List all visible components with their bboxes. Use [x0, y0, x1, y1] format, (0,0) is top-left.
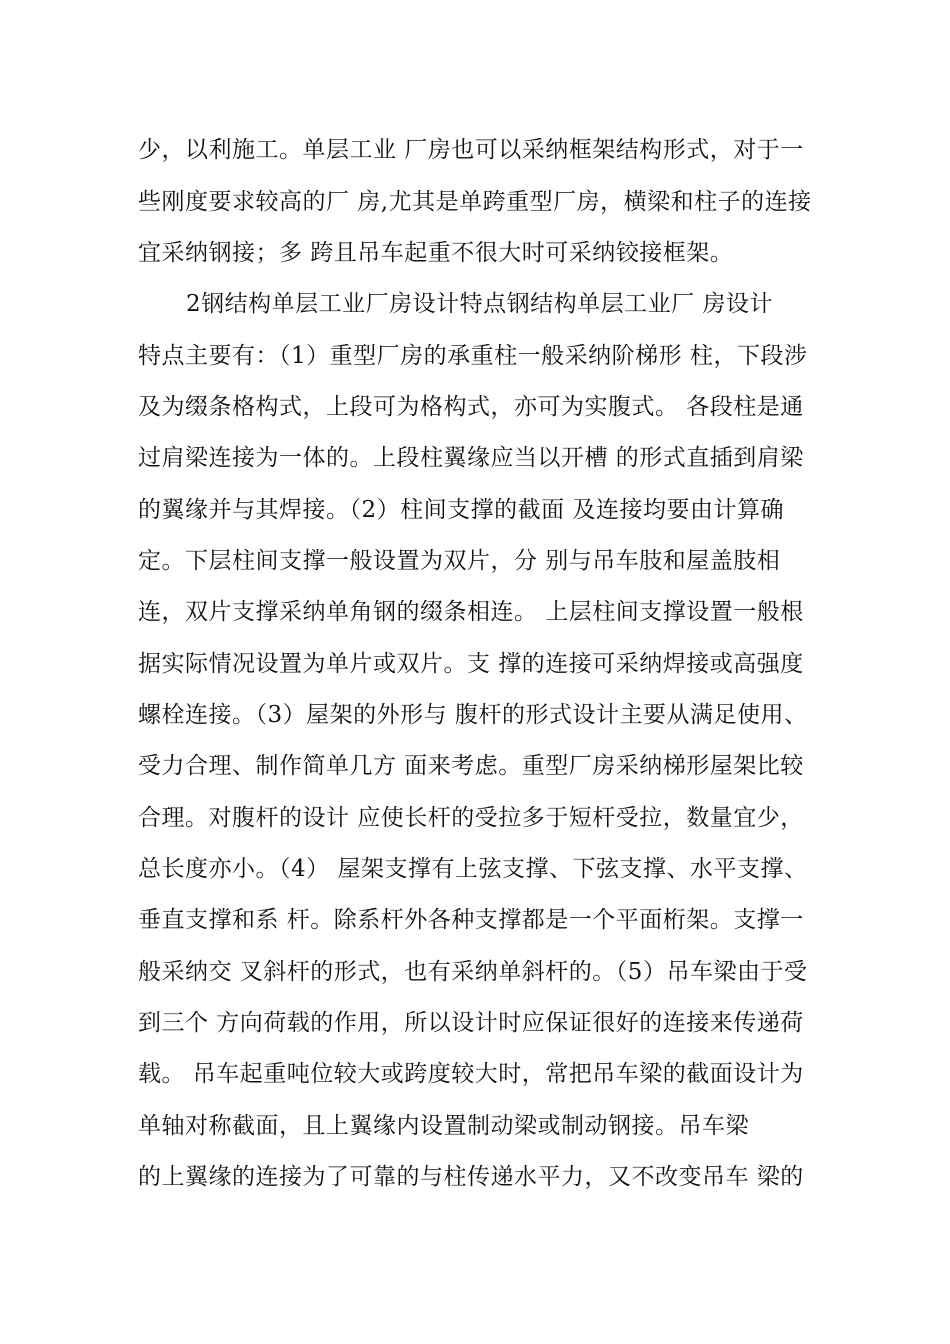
text-line-21: 的上翼缘的连接为了可靠的与柱传递水平力，又不改变吊车 梁的	[138, 1164, 804, 1190]
text-line-4: 2钢结构单层工业厂房设计特点钢结构单层工业厂 房设计	[186, 291, 773, 317]
text-line-8: 的翼缘并与其焊接。（2）柱间支撑的截面 及连接均要由计算确	[138, 497, 784, 523]
text-line-18: 到三个 方向荷载的作用，所以设计时应保证很好的连接来传递荷	[138, 1010, 804, 1036]
text-line-7: 过肩梁连接为一体的。上段柱翼缘应当以开槽 的形式直插到肩梁	[138, 445, 804, 471]
text-line-20: 单轴对称截面，且上翼缘内设置制动梁或制动钢接。吊车梁	[138, 1113, 749, 1139]
text-line-14: 合理。对腹杆的设计 应使长杆的受拉多于短杆受拉，数量宜少，	[138, 805, 804, 831]
text-line-6: 及为缀条格构式，上段可为格构式，亦可为实腹式。 各段柱是通	[138, 394, 804, 420]
text-line-16: 垂直支撑和系 杆。除系杆外各种支撑都是一个平面桁架。支撑一	[138, 907, 804, 933]
text-line-13: 受力合理、制作简单几方 面来考虑。重型厂房采纳梯形屋架比较	[138, 753, 804, 779]
text-line-5: 特点主要有：（1）重型厂房的承重柱一般采纳阶梯形 柱，下段涉	[138, 343, 808, 369]
text-line-2: 些刚度要求较高的厂 房,尤其是单跨重型厂房，横梁和柱子的连接	[138, 189, 812, 215]
text-line-10: 连，双片支撑采纳单角钢的缀条相连。 上层柱间支撑设置一般根	[138, 599, 804, 625]
text-line-1: 少，以利施工。单层工业 厂房也可以采纳框架结构形式，对于一	[138, 137, 804, 163]
text-line-17: 般采纳交 叉斜杆的形式，也有采纳单斜杆的。（5）吊车梁由于受	[138, 959, 808, 985]
text-line-19: 载。 吊车起重吨位较大或跨度较大时，常把吊车梁的截面设计为	[138, 1061, 804, 1087]
text-line-11: 据实际情况设置为单片或双片。支 撑的连接可采纳焊接或高强度	[138, 651, 804, 677]
text-line-9: 定。下层柱间支撑一般设置为双片，分 别与吊车肢和屋盖肢相	[138, 548, 781, 574]
text-line-15: 总长度亦小。（4） 屋架支撑有上弦支撑、下弦支撑、水平支撑、	[138, 856, 808, 882]
text-line-12: 螺栓连接。（3）屋架的外形与 腹杆的形式设计主要从满足使用、	[138, 702, 808, 728]
text-line-3: 宜采纳钢接；多 跨且吊车起重不很大时可采纳铰接框架。	[138, 240, 734, 266]
